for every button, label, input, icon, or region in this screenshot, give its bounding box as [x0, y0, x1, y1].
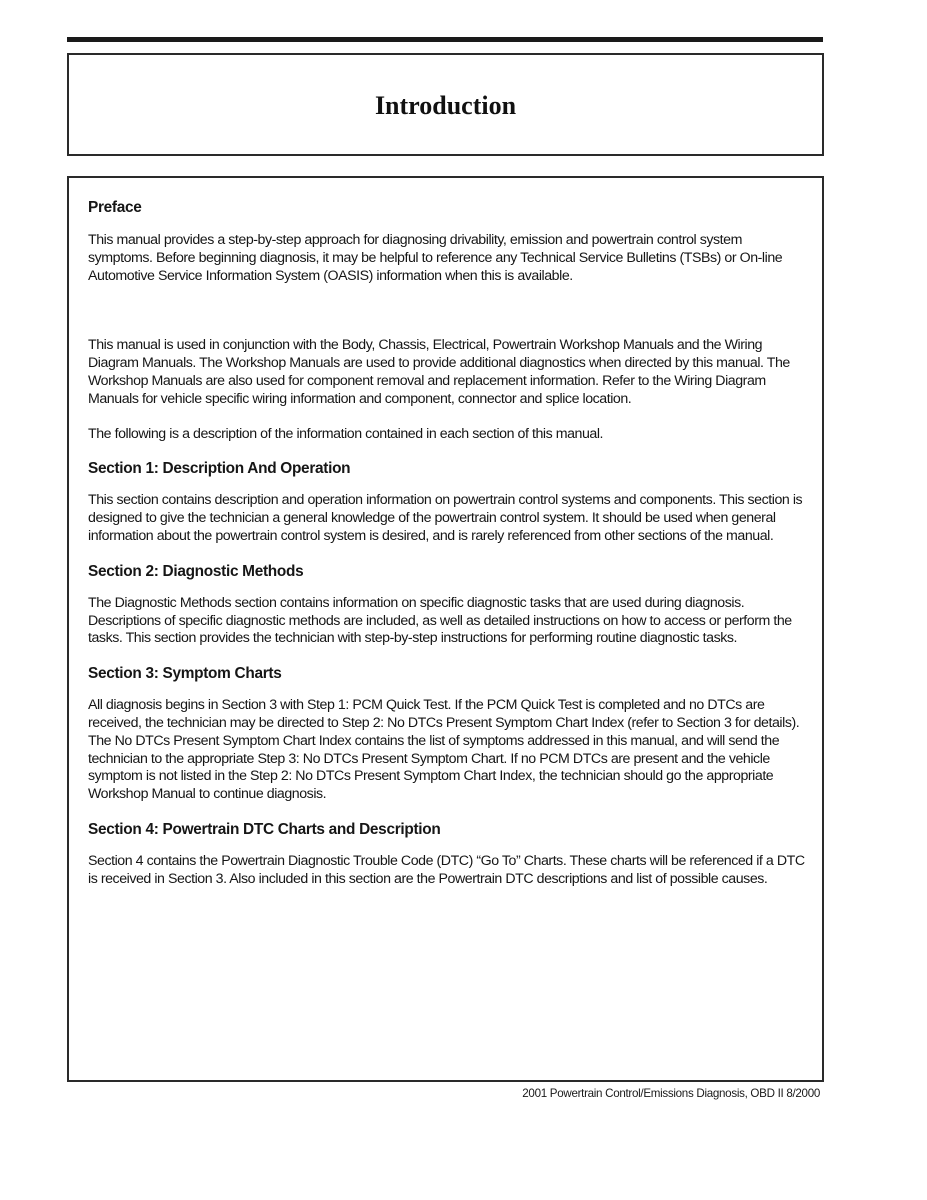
- section-1-body: This section contains description and operation information on powertrain control systems and components. This section is designed to give the technician a general knowledge of the powertrain control system. It should be used when general information about the powertrain control system is desired, and is rarely referenced from other sections of the manual.: [88, 492, 803, 544]
- preface-paragraph: This manual provides a step-by-step approach for diagnosing drivability, emission and powertrain control system symptoms. Before beginning diagnosis, it may be helpful to reference any Technical Service Bulletins (TSBs) or On-line Automotive Service Information System (OASIS) information when this is available.: [88, 232, 783, 284]
- section-3-body: All diagnosis begins in Section 3 with Step 1: PCM Quick Test. If the PCM Quick Test is completed and no DTCs are received, the technician may be directed to Step 2: No DTCs Present Symptom Chart Index (refer to Section 3 for details). The No DTCs Present Symptom Chart Index contains the list of symptoms addressed in this manual, and will send the technician to the appropriate Step 3: No DTCs Present Symptom Chart. If no PCM DTCs are present and the vehicle symptom is not listed in the Step 2: No DTCs Present Symptom Chart Index, the technician should go the appropriate Workshop Manual to continue diagnosis.: [88, 697, 800, 803]
- section-2-heading: Section 2: Diagnostic Methods: [88, 562, 304, 580]
- section-1-heading: Section 1: Description And Operation: [88, 460, 351, 478]
- conjunction-paragraph: This manual is used in conjunction with the Body, Chassis, Electrical, Powertrain Workshop Manuals and the Wiring Diagram Manuals. The Workshop Manuals are used to provide additional diagnostics when directed by this manual. The Workshop Manuals are also used for component removal and replacement information. Refer to the Wiring Diagram Manuals for vehicle specific wiring information and component, connector and splice location.: [88, 337, 790, 407]
- content-box: [67, 176, 824, 1082]
- title-box: [67, 53, 824, 156]
- top-rule: [67, 37, 823, 42]
- section-3-heading: Section 3: Symptom Charts: [88, 665, 282, 683]
- section-4-body: Section 4 contains the Powertrain Diagnostic Trouble Code (DTC) “Go To” Charts. These charts will be referenced if a DTC is received in Section 3. Also included in this section are the Powertrain DTC descriptions and list of possible causes.: [88, 852, 805, 887]
- section-2-body: The Diagnostic Methods section contains information on specific diagnostic tasks that are used during diagnosis. Descriptions of specific diagnostic methods are included, as well as detailed instructions on how to access or perform the tasks. This section provides the technician with step-by-step instructions for performing routine diagnostic tasks.: [88, 594, 792, 647]
- page-footer: 2001 Powertrain Control/Emissions Diagnosis, OBD II 8/2000: [522, 1087, 820, 1100]
- content-body: [88, 198, 808, 905]
- following-paragraph: The following is a description of the information contained in each section of this manual.: [88, 425, 604, 442]
- page-title: Introduction: [374, 91, 517, 120]
- section-4-heading: Section 4: Powertrain DTC Charts and Description: [88, 820, 441, 838]
- preface-heading: Preface: [88, 199, 142, 216]
